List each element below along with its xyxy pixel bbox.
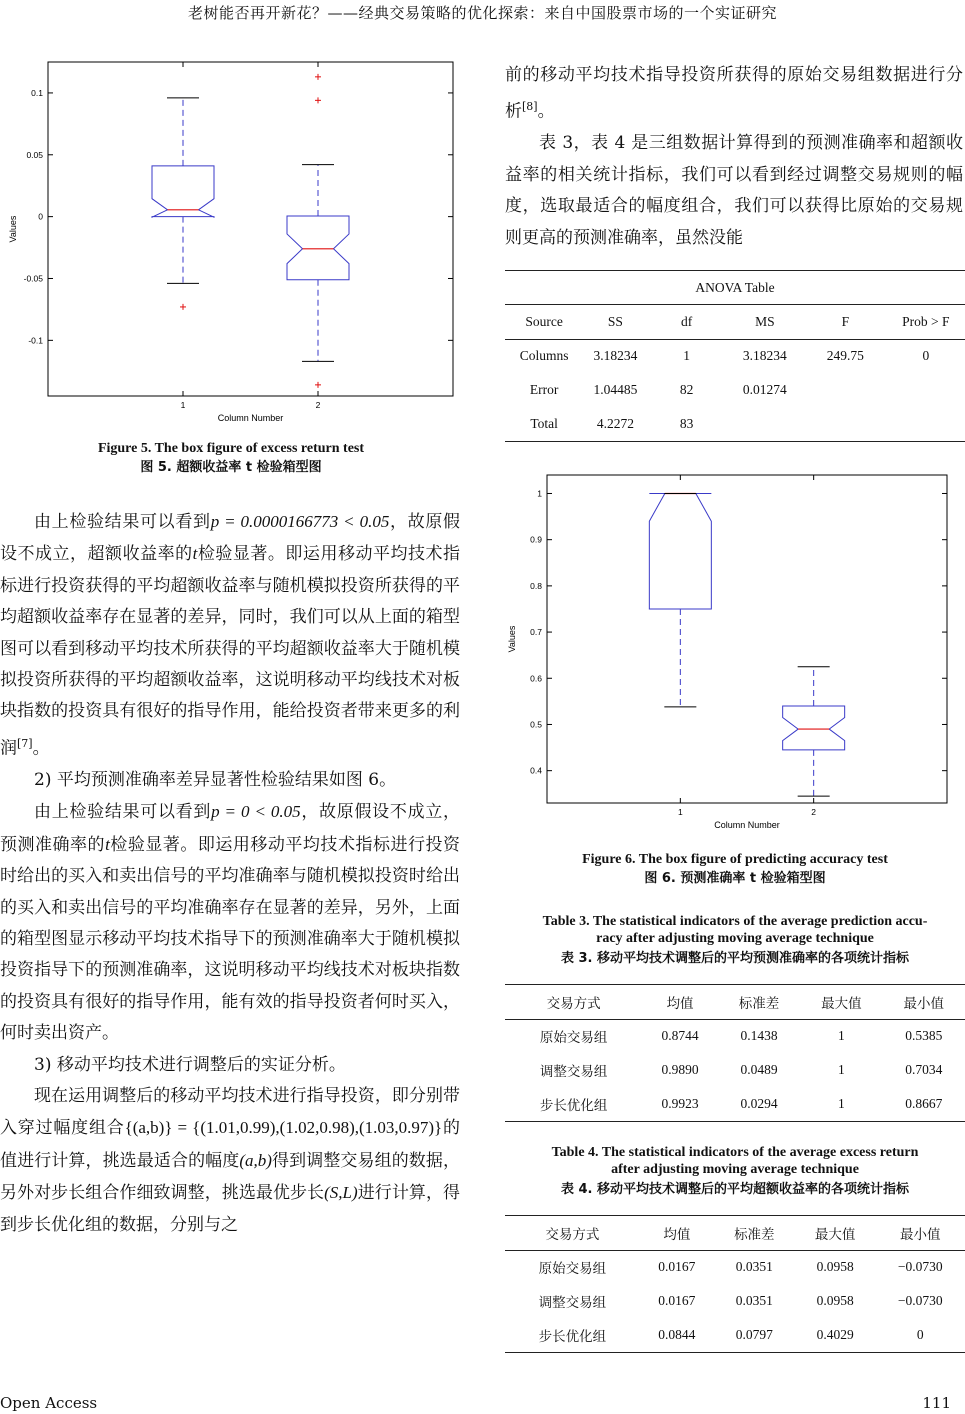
plot-frame [547, 475, 947, 803]
table-3-caption-en-2: racy after adjusting moving average technique [596, 931, 874, 946]
table-3-cell: 1 [838, 1028, 845, 1044]
figure-6-boxplot [505, 468, 965, 836]
left-paragraph-3 [0, 796, 460, 1049]
text: ， [389, 512, 408, 532]
table-3-cell: 调整交易组 [539, 1064, 608, 1079]
left-paragraph-1 [0, 506, 460, 765]
left-text-column [0, 506, 460, 1241]
y-axis-label: Values [507, 625, 517, 653]
box-1 [649, 493, 711, 608]
table-4-row [505, 1250, 965, 1284]
anova-cell: 3.18234 [742, 348, 787, 364]
plot-frame [48, 62, 453, 396]
table-3-cell: 步长优化组 [539, 1098, 608, 1113]
table-3-cell: 0.5385 [905, 1028, 943, 1044]
anova-header-cell: F [841, 313, 850, 329]
table-4-row [505, 1284, 965, 1318]
table-3-cell: 原始交易组 [539, 1030, 608, 1046]
y-tick-label: -0.05 [23, 273, 43, 284]
anova-cell: Columns [519, 348, 569, 364]
table-4-caption-en-1: Table 4. The statistical indicators of the average excess return [551, 1145, 919, 1160]
anova-cell [887, 373, 965, 407]
text: 进行计算，得到步长优化组的数据，分别与之 [0, 1183, 461, 1235]
right-paragraph-1 [505, 60, 963, 128]
anova-cell [804, 407, 887, 441]
table-3-caption-en-1: Table 3. The statistical indicators of the average prediction accu- [542, 914, 928, 929]
anova-table-wrap [505, 270, 965, 442]
table-4-header-cell: 最小值 [900, 1226, 941, 1242]
table-3-cell: 0.9923 [661, 1096, 699, 1111]
text: 。 [32, 738, 50, 759]
figure-5-boxplot [0, 55, 470, 425]
anova-row [505, 407, 965, 441]
table-4-cell: 0.0797 [735, 1327, 773, 1342]
text: 故原假设不成立，超额收益率的 [0, 512, 461, 565]
x-tick-label: 2 [811, 807, 817, 817]
anova-cell [804, 373, 887, 407]
table-4-header-cell: 最大值 [814, 1226, 856, 1242]
math-expression: (a,b) [239, 1150, 272, 1170]
table-4-caption-en-2: after adjusting moving average technique [611, 1162, 859, 1177]
footer-open-access: Open Access [0, 1394, 98, 1412]
table-3-row [505, 1053, 965, 1087]
anova-cell: 82 [679, 382, 694, 397]
x-tick-label: 1 [677, 807, 683, 817]
anova-cell: 3.18234 [593, 348, 638, 364]
table-4-header-cell: 标准差 [734, 1226, 775, 1242]
table-4-cell: 0 [916, 1327, 924, 1342]
y-tick-label: 0.6 [530, 673, 542, 684]
y-tick-label: 0 [38, 211, 43, 222]
table-3-header-cell: 最大值 [821, 995, 862, 1011]
text: 由上检验结果可以看到 [34, 512, 211, 532]
table-3-cell: 0.1438 [740, 1028, 778, 1044]
anova-header-cell: df [681, 313, 693, 329]
text: 得到调整交易组的数据，另外对步长组合作细致调整，挑选最优步长 [0, 1150, 461, 1204]
text: 。 [537, 102, 555, 123]
anova-header-cell: Source [525, 313, 563, 329]
table-4-cell: 原始交易组 [538, 1261, 607, 1277]
anova-cell: Total [530, 416, 558, 431]
text: 现在运用调整后的移动平均技术进行指导投资，即分别带入穿过幅度组合 [0, 1085, 460, 1139]
anova-cell: 4.2272 [596, 416, 634, 431]
math-symbol: t [192, 544, 198, 564]
figure-5-caption-cn [0, 459, 462, 476]
anova-header-cell: MS [755, 313, 775, 329]
figure-6-caption-en: Figure 6. The box figure of predicting accuracy test [582, 852, 888, 867]
left-paragraph-5 [0, 1081, 460, 1241]
anova-cell: 0.01274 [742, 382, 787, 397]
y-tick-label: 0.9 [530, 534, 542, 545]
table-4-cell: 调整交易组 [538, 1295, 607, 1310]
table-3-header-cell: 均值 [666, 995, 694, 1011]
math-symbol: t [105, 834, 110, 854]
anova-row [505, 339, 965, 373]
table-3-cell: 0.0489 [740, 1062, 778, 1077]
anova-cell [887, 407, 965, 441]
table-4-row [505, 1318, 965, 1352]
y-tick-label: 0.4 [530, 765, 542, 776]
y-tick-label: -0.1 [28, 335, 43, 346]
table-4-cell: 0.0958 [816, 1293, 854, 1308]
table-4-cell: 0.0167 [658, 1259, 696, 1275]
anova-title: ANOVA Table [505, 271, 965, 305]
table-3-caption-cn: 表 3. 移动平均技术调整后的平均预测准确率的各项统计指标 [560, 951, 910, 966]
box-2 [287, 216, 349, 280]
table-3-cell: 0.8744 [661, 1028, 699, 1044]
anova-row [505, 373, 965, 407]
table-3 [505, 985, 965, 1121]
table-4-cell: 0.4029 [816, 1327, 854, 1342]
y-axis-label: Values [8, 215, 18, 243]
figure-5-caption-cn-text: 图 5. 超额收益率 t 检验箱型图 [140, 460, 322, 475]
anova-header-cell: Prob > F [902, 313, 950, 329]
table-3-header-cell: 交易方式 [546, 995, 601, 1011]
table-3-cell: 1 [838, 1062, 845, 1077]
page-number: 111 [922, 1394, 951, 1412]
math-expression: (S,L) [324, 1183, 358, 1203]
y-tick-label: 0.8 [530, 580, 542, 591]
table-4-cell: 0.0351 [735, 1259, 773, 1275]
anova-header-cell: SS [607, 313, 623, 329]
table-4-header-cell: 交易方式 [545, 1226, 600, 1242]
citation: [8] [522, 100, 538, 114]
table-4-cell: 0.0958 [816, 1259, 854, 1275]
text: 检验显著。即运用移动平均技术指标进行投资获得的平均超额收益率与随机模拟投资所获得的平均超额收益率存在显著的差异，同时，我们可以从上面的箱型图可以看到移动平均技术所获得的平均超额收益率大于随机模拟投资所获得的平均超额收益率，这说明移动平均线技术对板块指数的投资具有很好的指导作用，能给投资者带来更多的利润 [0, 544, 461, 759]
table-3-cell: 1 [838, 1096, 845, 1111]
table-4-cell: −0.0730 [897, 1293, 943, 1308]
math-expression: {(a,b)} = {(1.01,0.99),(1.02,0.98),(1.03,0.97)} [124, 1118, 443, 1138]
table-4-cell: 0.0351 [735, 1293, 773, 1308]
x-tick-label: 2 [315, 400, 321, 410]
x-tick-label: 1 [180, 400, 186, 410]
left-paragraph-2: 2) 平均预测准确率差异显著性检验结果如图 6。 [34, 769, 397, 790]
box-2 [783, 706, 845, 750]
text: ，故原假设不成立，预测准确率的 [0, 802, 461, 855]
anova-cell [726, 407, 804, 441]
table-4 [505, 1216, 965, 1352]
table-4-cell: −0.0730 [897, 1259, 943, 1275]
text: 前的移动平均技术指导投资所获得的原始交易组数据进行分析 [505, 65, 963, 123]
left-paragraph-4: 3) 移动平均技术进行调整后的实证分析。 [34, 1054, 346, 1075]
table-4-header-cell: 均值 [663, 1226, 691, 1242]
y-tick-label: 0.1 [31, 87, 43, 98]
anova-cell: Error [529, 382, 559, 397]
table-4-cell: 0.0844 [658, 1327, 696, 1342]
table-3-header-cell: 最小值 [903, 995, 945, 1011]
y-tick-label: 0.5 [530, 719, 542, 730]
table-4-caption-cn: 表 4. 移动平均技术调整后的平均超额收益率的各项统计指标 [560, 1182, 910, 1197]
y-tick-label: 0.05 [26, 149, 43, 160]
anova-cell: 1 [683, 348, 691, 364]
math-expression: p = 0 < 0.05 [211, 802, 301, 822]
right-paragraph-2: 表 3，表 4 是三组数据计算得到的预测准确率和超额收益率的相关统计指标，我们可以看到经过调整交易规则的幅度，选取最适合的幅度组合，我们可以获得比原始的交易规则更高的预测准确率，虽然没能 [505, 133, 963, 248]
anova-cell: 0 [922, 348, 930, 364]
table-4-cell: 步长优化组 [538, 1329, 607, 1344]
anova-cell: 249.75 [826, 348, 864, 364]
right-text-column [505, 60, 963, 254]
y-tick-label: 0.7 [530, 627, 542, 638]
anova-cell: 83 [679, 416, 694, 431]
table-4-cell: 0.0167 [658, 1293, 696, 1308]
table-3-wrap [505, 984, 965, 1122]
text: 由上检验结果可以看到 [34, 802, 212, 823]
anova-table [505, 305, 965, 441]
x-axis-label: Column Number [217, 413, 284, 423]
table-4-wrap [505, 1215, 965, 1353]
table-3-cell: 0.0294 [740, 1096, 778, 1111]
figure-5-caption-en: Figure 5. The box figure of excess return test [97, 441, 365, 456]
text: 的值进行计算，挑选最适合的幅度 [0, 1118, 461, 1171]
table-3-cell: 0.7034 [905, 1062, 943, 1077]
table-3-header-cell: 标准差 [738, 995, 780, 1011]
text: 检验显著。即运用移动平均技术指标进行投资时给出的买入和卖出信号的平均准确率与随机模拟投资时给出的买入和卖出信号的平均准确率存在显著的差异，另外，上面的箱型图显示移动平均技术指导下的预测准确率大于随机模拟投资指导下的预测准确率，这说明移动平均线技术对板块指数的投资具有很好的指导作用，能有效的指导投资者何时买入，何时卖出资产。 [0, 834, 461, 1044]
figure-6-caption-cn: 图 6. 预测准确率 t 检验箱型图 [644, 871, 826, 886]
y-tick-label: 1 [537, 488, 542, 499]
table-3-row [505, 1019, 965, 1053]
running-header: 老树能否再开新花？——经典交易策略的优化探索：来自中国股票市场的一个实证研究 [187, 4, 777, 22]
citation: [7] [17, 736, 33, 750]
table-3-cell: 0.9890 [661, 1062, 699, 1077]
table-3-cell: 0.8667 [905, 1096, 943, 1111]
anova-cell: 1.04485 [593, 382, 638, 397]
math-expression: p = 0.0000166773 < 0.05 [210, 512, 390, 531]
table-3-row [505, 1087, 965, 1121]
x-axis-label: Column Number [714, 820, 780, 830]
